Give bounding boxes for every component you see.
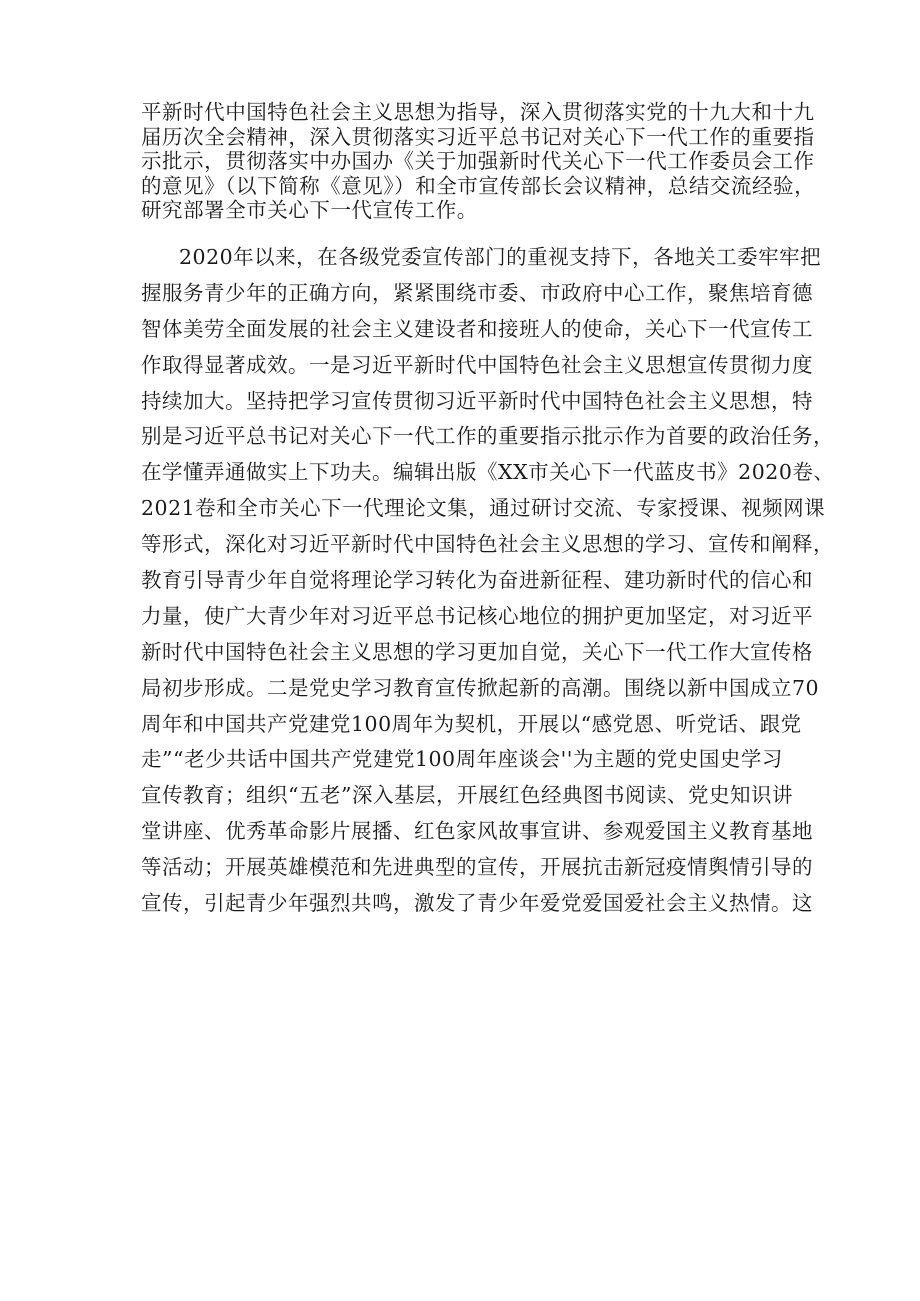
text-line: 力量，使广大青少年对习近平总书记核心地位的拥护更加坚定，对习近平 (141, 603, 813, 628)
text-line: 周年和中国共产党建党100周年为契机，开展以“感党恩、听党话、跟党 (141, 711, 802, 736)
text-line: 智体美劳全面发展的社会主义建设者和接班人的使命，关心下一代宣传工 (141, 316, 813, 341)
text-line: 示批示，贯彻落实中办国办《关于加强新时代关心下一代工作委员会工作 (141, 149, 815, 173)
text-line: 宣传，引起青少年强烈共鸣，激发了青少年爱党爱国爱社会主义热情。这 (141, 891, 813, 916)
text-line: 局初步形成。二是党史学习教育宣传掀起新的高潮。围绕以新中国成立70 (141, 675, 820, 700)
text-line: 教育引导青少年自觉将理论学习转化为奋进新征程、建功新时代的信心和 (141, 568, 813, 593)
text-line: 等活动；开展英雄模范和先进典型的宣传，开展抗击新冠疫情舆情引导的 (141, 855, 813, 880)
text-line: 宣传教育；组织“五老”深入基层，开展红色经典图书阅读、党史知识讲 (141, 783, 793, 808)
text-line: 堂讲座、优秀革命影片展播、红色家风故事宣讲、参观爱国主义教育基地 (141, 819, 813, 844)
intro-paragraph (141, 100, 816, 223)
text-line: 届历次全会精神，深入贯彻落实习近平总书记对关心下一代工作的重要指 (141, 124, 815, 149)
text-line: 在学懂弄通做实上下功夫。编辑出版《XX市关心下一代蓝皮书》2020卷、 (141, 460, 835, 485)
text-line: 新时代中国特色社会主义思想的学习更加自觉，关心下一代工作大宣传格 (141, 639, 813, 664)
text-line: 2020年以来，在各级党委宣传部门的重视支持下，各地关工委牢牢把 (179, 245, 822, 269)
text-line: 走”“老少共话中国共产党建党100周年座谈会''为主题的党史国史学习 (141, 747, 783, 772)
text-line: 研究部署全市关心下一代宣传工作。 (141, 198, 478, 222)
text-line: 平新时代中国特色社会主义思想为指导，深入贯彻落实党的十九大和十九 (141, 100, 815, 124)
body-paragraph (141, 240, 835, 922)
text-line: 作取得显著成效。一是习近平新时代中国特色社会主义思想宣传贯彻力度 (141, 352, 813, 377)
text-line: 2021卷和全市关心下一代理论文集，通过研讨交流、专家授课、视频网课 (141, 496, 826, 521)
text-line: 的意见》（以下简称《意见》）和全市宣传部长会议精神，总结交流经验， (141, 173, 816, 198)
text-line: 持续加大。坚持把学习宣传贯彻习近平新时代中国特色社会主义思想，特 (141, 388, 813, 413)
text-line: 等形式，深化对习近平新时代中国特色社会主义思想的学习、宣传和阐释， (141, 532, 834, 557)
text-line: 握服务青少年的正确方向，紧紧围绕市委、市政府中心工作，聚焦培育德 (141, 280, 813, 305)
text-line: 别是习近平总书记对关心下一代工作的重要指示批示作为首要的政治任务， (141, 424, 834, 449)
